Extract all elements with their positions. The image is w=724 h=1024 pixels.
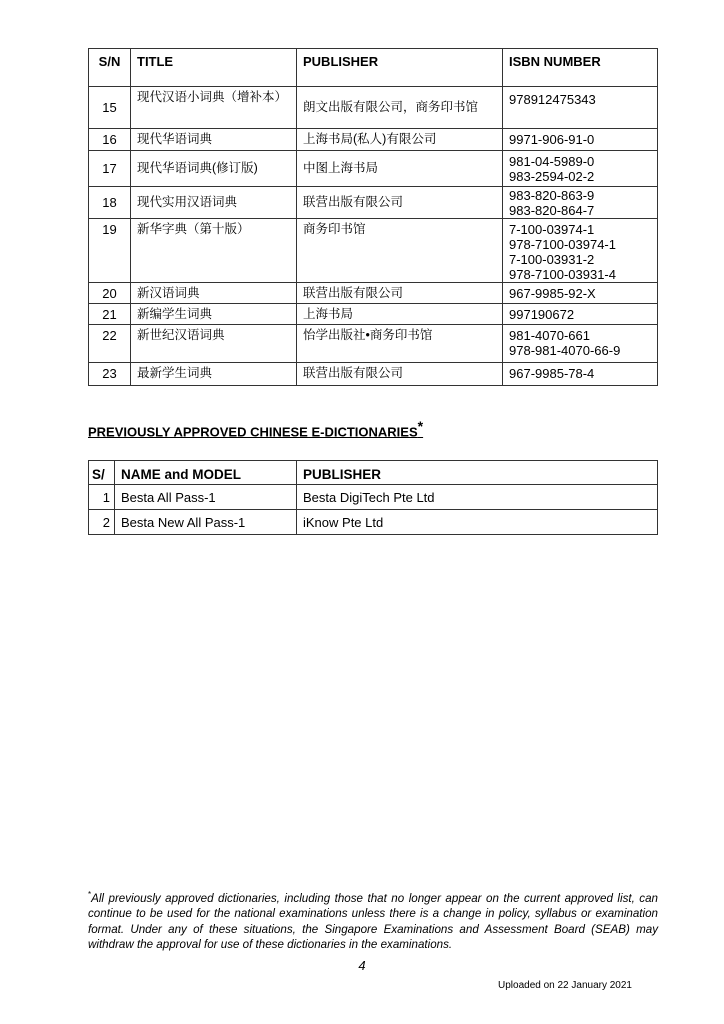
isbn-value: 967-9985-78-4 — [509, 366, 595, 381]
isbn-value: 983-820-863-9 — [509, 187, 595, 203]
isbn-value: 978-7100-03974-1 — [509, 237, 616, 252]
table-row — [89, 187, 658, 219]
table-row — [89, 363, 658, 386]
cell-sn: 17 — [89, 151, 131, 187]
cell-title: 新汉语词典 — [131, 283, 297, 304]
page-number: 4 — [358, 958, 366, 973]
cell-title: 最新学生词典 — [131, 363, 297, 386]
cell-publisher: Besta DigiTech Pte Ltd — [297, 485, 658, 510]
cell-isbn — [503, 129, 658, 151]
cell-publisher: 联营出版有限公司 — [297, 363, 503, 386]
table-row — [89, 325, 658, 363]
cell-publisher: 朗文出版有限公司，商务印书馆 — [297, 87, 503, 129]
cell-isbn — [503, 304, 658, 325]
isbn-value: 7-100-03974-1 — [509, 222, 595, 237]
cell-sn: 23 — [89, 363, 131, 386]
header-sn: S/ — [89, 461, 115, 485]
header-title: TITLE — [131, 49, 297, 87]
isbn-value: 983-820-864-7 — [509, 202, 595, 218]
isbn-value: 9971-906-91-0 — [509, 132, 595, 147]
cell-publisher: 上海书局(私人)有限公司 — [297, 129, 503, 151]
table-row — [89, 129, 658, 151]
cell-sn: 15 — [89, 87, 131, 129]
edictionaries-table — [88, 460, 658, 535]
isbn-value: 978912475343 — [509, 92, 596, 107]
header-name-model: NAME and MODEL — [115, 461, 297, 485]
table-header-row — [89, 49, 658, 87]
cell-publisher: iKnow Pte Ltd — [297, 510, 658, 535]
isbn-value: 7-100-03931-2 — [509, 252, 595, 267]
table-row — [89, 283, 658, 304]
cell-name-model: Besta New All Pass-1 — [115, 510, 297, 535]
cell-sn: 22 — [89, 325, 131, 363]
header-isbn: ISBN NUMBER — [503, 49, 658, 87]
cell-sn: 16 — [89, 129, 131, 151]
cell-isbn — [503, 151, 658, 187]
cell-title: 现代汉语小词典（增补本） — [131, 87, 297, 129]
cell-title: 现代实用汉语词典 — [131, 187, 297, 219]
cell-isbn — [503, 283, 658, 304]
cell-publisher: 联营出版有限公司 — [297, 283, 503, 304]
table-row — [89, 151, 658, 187]
cell-sn: 1 — [89, 485, 115, 510]
cell-publisher: 商务印书馆 — [297, 219, 503, 283]
cell-isbn — [503, 219, 658, 283]
edict-heading — [88, 418, 423, 439]
upload-note: Uploaded on 22 January 2021 — [498, 980, 632, 991]
isbn-value: 997190672 — [509, 307, 575, 322]
isbn-value: 967-9985-92-X — [509, 286, 596, 301]
cell-publisher: 联营出版有限公司 — [297, 187, 503, 219]
cell-title: 新华字典（第十版） — [131, 219, 297, 283]
cell-sn: 19 — [89, 219, 131, 283]
cell-name-model: Besta All Pass-1 — [115, 485, 297, 510]
header-publisher: PUBLISHER — [297, 461, 658, 485]
cell-publisher: 中图上海书局 — [297, 151, 503, 187]
cell-publisher: 怡学出版社•商务印书馆 — [297, 325, 503, 363]
cell-title: 新编学生词典 — [131, 304, 297, 325]
cell-publisher: 上海书局 — [297, 304, 503, 325]
cell-isbn — [503, 87, 658, 129]
cell-isbn — [503, 363, 658, 386]
header-sn: S/N — [89, 49, 131, 87]
table-header-row — [89, 461, 658, 485]
cell-sn: 20 — [89, 283, 131, 304]
cell-sn: 21 — [89, 304, 131, 325]
table-row — [89, 87, 658, 129]
cell-title: 现代华语词典(修订版) — [131, 151, 297, 187]
dictionaries-table — [88, 48, 658, 386]
table-row — [89, 485, 658, 510]
isbn-value: 978-7100-03931-4 — [509, 267, 616, 282]
cell-sn: 18 — [89, 187, 131, 219]
cell-title: 新世纪汉语词典 — [131, 325, 297, 363]
footnote-mark: * — [88, 890, 92, 899]
table-row — [89, 219, 658, 283]
cell-sn: 2 — [89, 510, 115, 535]
isbn-value: 983-2594-02-2 — [509, 168, 595, 184]
footnote-marker: * — [417, 418, 424, 434]
footnote — [88, 887, 658, 953]
footnote-text: All previously approved dictionaries, including those that no longer appear on the current approved list, can continue to be used for the national examinations unless there is a change in policy, syllabus or examination format. Under any of these situations, the Singapore Examinations and Assessment Board (SEAB) may withdraw the approval for use of these dictionaries in the examinations. — [88, 891, 658, 952]
cell-isbn — [503, 187, 658, 219]
cell-isbn — [503, 325, 658, 363]
isbn-value: 981-04-5989-0 — [509, 153, 595, 169]
edict-heading-text: PREVIOUSLY APPROVED CHINESE E-DICTIONARIES — [88, 424, 418, 440]
table-row — [89, 304, 658, 325]
isbn-value: 978-981-4070-66-9 — [509, 343, 621, 358]
table-row — [89, 510, 658, 535]
cell-title: 现代华语词典 — [131, 129, 297, 151]
isbn-value: 981-4070-661 — [509, 328, 590, 343]
header-publisher: PUBLISHER — [297, 49, 503, 87]
